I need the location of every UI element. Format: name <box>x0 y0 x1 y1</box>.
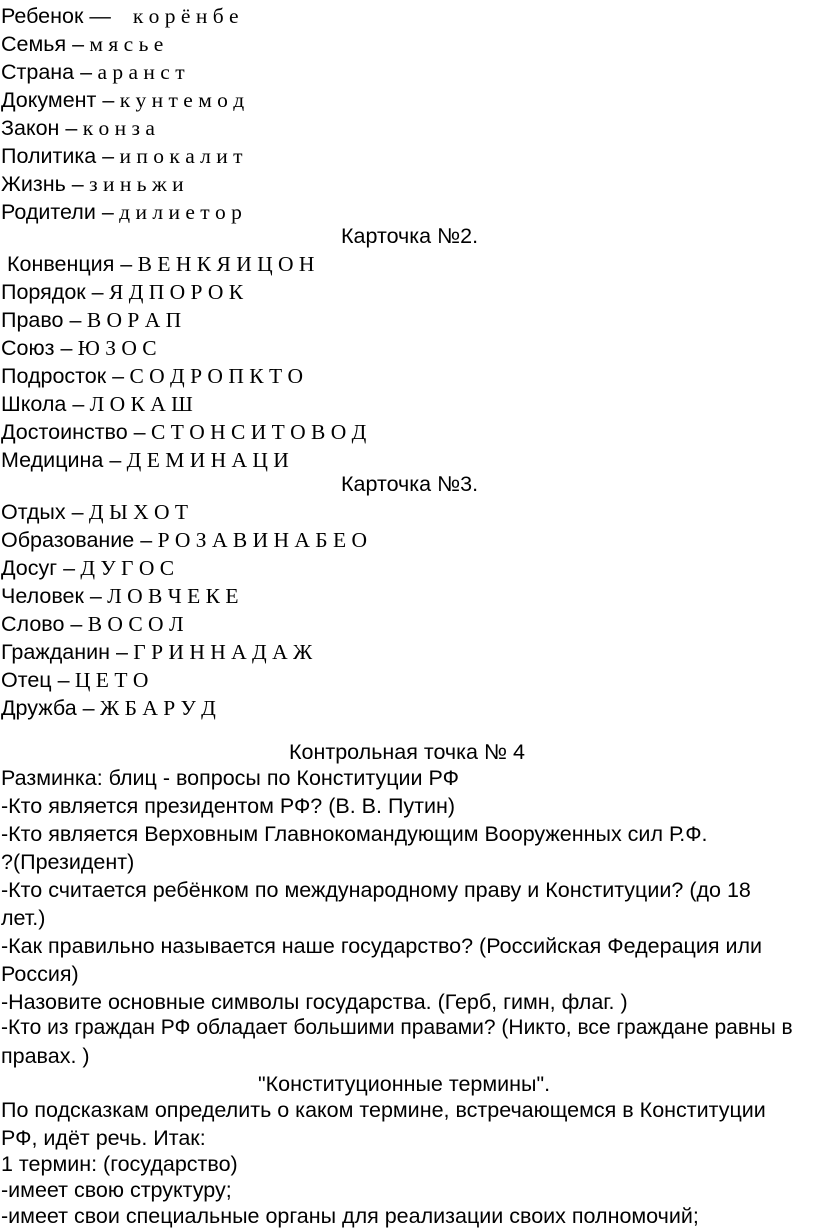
question-line: -Кто из граждан РФ обладает большими правами? (Никто, все граждане равны в <box>1 1016 793 1039</box>
card3-scramble: Д Ы Х О Т <box>88 500 189 524</box>
card1-word: Документ – <box>1 88 115 112</box>
question-line: лет.) <box>1 906 46 930</box>
card1-word-row <box>1 142 243 170</box>
card3-word: Отдых – <box>1 500 84 524</box>
card1-word: Страна – <box>1 60 93 84</box>
card1-scramble: д и л и е т о р <box>119 200 242 224</box>
card1-scramble: з и н ь ж и <box>89 172 184 196</box>
card3-scramble: Л О В Ч Е К Е <box>107 584 239 608</box>
card3-word-row <box>1 666 148 694</box>
question-line: ?(Президент) <box>1 850 135 874</box>
card2-scramble: С Т О Н С И Т О В О Д <box>151 420 367 444</box>
question-line: -Кто является Верховным Главнокомандующим Вооруженных сил Р.Ф. <box>1 822 708 846</box>
card1-word-row <box>1 86 244 114</box>
card3-title: Карточка №3. <box>341 472 479 496</box>
card2-word-row <box>7 250 314 278</box>
card2-word: Достоинство – <box>1 420 146 444</box>
card3-word-row <box>1 638 312 666</box>
card3-word-row <box>1 582 238 610</box>
card2-word-row <box>1 306 181 334</box>
card1-word: Родители – <box>1 200 114 224</box>
card1-word: Политика – <box>1 144 115 168</box>
card3-word-row <box>1 526 367 554</box>
terms-title: "Конституционные термины". <box>258 1072 551 1096</box>
question-line: -Назовите основные символы государства. (Герб, гимн, флаг. ) <box>1 990 628 1014</box>
card1-word-row <box>1 198 242 226</box>
card1-word-row <box>1 114 155 142</box>
checkpoint-title: Контрольная точка № 4 <box>289 740 525 764</box>
card1-scramble: к у н т е м о д <box>119 88 245 112</box>
terms-intro-line: По подсказкам определить о каком термине, встречающемся в Конституции <box>1 1098 766 1122</box>
card2-word: Порядок – <box>1 280 104 304</box>
card1-scramble: и п о к а л и т <box>119 144 243 168</box>
card1-scramble: к о н з а <box>82 116 155 140</box>
card2-word: Союз – <box>1 336 73 360</box>
terms-intro-line: РФ, идёт речь. Итак: <box>1 1126 206 1150</box>
card3-word: Досуг – <box>1 556 76 580</box>
card3-scramble: Р О З А В И Н А Б Е О <box>157 528 368 552</box>
warmup-line: Разминка: блиц - вопросы по Конституции РФ <box>1 766 459 790</box>
card2-scramble: В Е Н К Я И Ц О Н <box>137 252 315 276</box>
card1-word-row <box>1 58 185 86</box>
question-line: -Кто является президентом РФ? (В. В. Путин) <box>1 794 456 818</box>
card3-word-row <box>1 554 174 582</box>
term-hint-line: -имеет свою структуру; <box>1 1178 232 1202</box>
card1-word-row <box>1 2 239 30</box>
card1-word-row <box>1 170 184 198</box>
card2-word: Школа – <box>1 392 85 416</box>
card1-word: Ребенок — <box>1 4 111 28</box>
term-heading: 1 термин: (государство) <box>1 1152 238 1176</box>
card3-scramble: В О С О Л <box>87 612 184 636</box>
card3-word: Образование – <box>1 528 153 552</box>
card2-word-row <box>1 334 157 362</box>
question-line: правах. ) <box>1 1044 90 1068</box>
card1-word: Жизнь – <box>1 172 84 196</box>
card1-word: Закон – <box>1 116 78 140</box>
card1-scramble: а р а н с т <box>97 60 185 84</box>
card2-word: Конвенция – <box>7 252 133 276</box>
question-line: Россия) <box>1 962 79 986</box>
card2-title: Карточка №2. <box>341 224 479 248</box>
question-line: -Как правильно называется наше государство? (Российская Федерация или <box>1 934 763 958</box>
card2-word-row <box>1 390 193 418</box>
card1-word-row <box>1 30 163 58</box>
card2-word: Подросток – <box>1 364 125 388</box>
card3-word: Слово – <box>1 612 83 636</box>
card3-word-row <box>1 694 216 722</box>
card3-word: Человек – <box>1 584 102 608</box>
card1-scramble: к о р ё н б е <box>132 4 239 28</box>
card2-word-row <box>1 418 366 446</box>
card2-word-row <box>1 362 303 390</box>
card2-word-row <box>1 446 289 474</box>
card2-word-row <box>1 278 243 306</box>
card2-scramble: В О Р А П <box>86 308 182 332</box>
card2-word: Медицина – <box>1 448 122 472</box>
card1-scramble: м я с ь е <box>89 32 164 56</box>
term-hint-line: -имеет свои специальные органы для реализации своих полномочий; <box>1 1204 699 1228</box>
card1-word: Семья – <box>1 32 85 56</box>
card2-word: Право – <box>1 308 82 332</box>
card2-scramble: С О Д Р О П К Т О <box>129 364 303 388</box>
question-line: -Кто считается ребёнком по международному праву и Конституции? (до 18 <box>1 878 751 902</box>
card3-scramble: Ж Б А Р У Д <box>99 696 216 720</box>
card3-scramble: Д У Г О С <box>80 556 175 580</box>
card3-scramble: Г Р И Н Н А Д А Ж <box>133 640 313 664</box>
card2-scramble: Я Д П О Р О К <box>108 280 244 304</box>
card3-word-row <box>1 498 188 526</box>
card2-scramble: Л О К А Ш <box>89 392 193 416</box>
card2-scramble: Ю З О С <box>77 336 157 360</box>
card3-word: Дружба – <box>1 696 95 720</box>
card3-word-row <box>1 610 184 638</box>
card3-word: Отец – <box>1 668 70 692</box>
card3-scramble: Ц Е Т О <box>74 668 149 692</box>
card2-scramble: Д Е М И Н А Ц И <box>126 448 289 472</box>
card3-word: Гражданин – <box>1 640 128 664</box>
